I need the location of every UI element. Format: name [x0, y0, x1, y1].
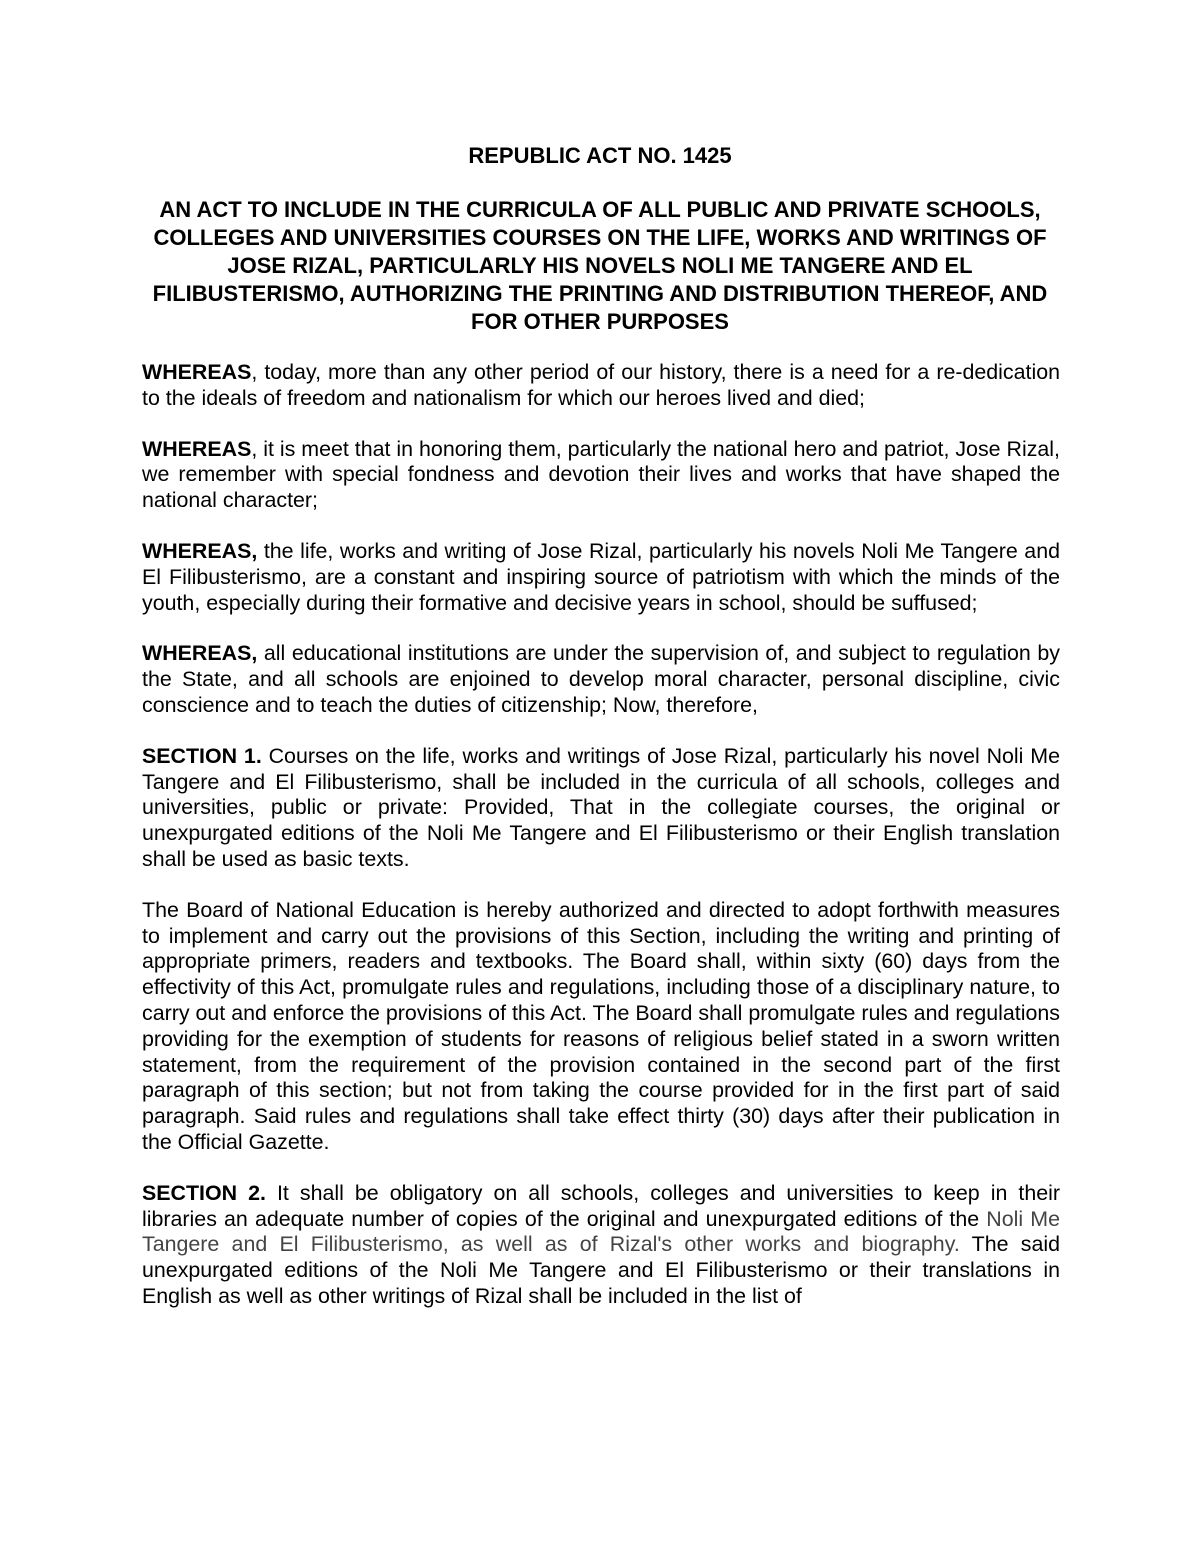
whereas-paragraph-1 — [142, 360, 1060, 412]
whereas-paragraph-2 — [142, 437, 1060, 514]
section-1-board-paragraph — [142, 898, 1060, 1156]
paragraph-lead: WHEREAS, — [142, 538, 258, 563]
whereas-paragraph-3 — [142, 539, 1060, 616]
paragraph-text: all educational institutions are under the supervision of, and subject to regulation by the State, and all schools are enjoined to develop moral character, personal discipline, civic conscience and to teach the duties of citizenship; Now, therefore, — [142, 641, 1060, 717]
paragraph-lead: WHEREAS, — [142, 641, 258, 666]
document-body — [142, 360, 1060, 1335]
paragraph-text: The Board of National Education is hereby authorized and directed to adopt forthwith measures to implement and carry out the provisions of this Section, including the writing and printing of appropriate primers, readers and textbooks. The Board shall, within sixty (60) days from the effectivity of this Act, promulgate rules and regulations, including those of a disciplinary nature, to carry out and enforce the provisions of this Act. The Board shall promulgate rules and regulations providing for the exemption of students for reasons of religious belief stated in a sworn written statement, from the requirement of the provision contained in the second part of the first paragraph of this section; but not from taking the course provided for in the first part of said paragraph. Said rules and regulations shall take effect thirty (30) days after their publication in the Official Gazette. — [142, 897, 1060, 1154]
act-title-heading: AN ACT TO INCLUDE IN THE CURRICULA OF ALL PUBLIC AND PRIVATE SCHOOLS, COLLEGES AND UNIVERSITIES COURSES ON THE LIFE, WORKS AND WRITINGS OF JOSE RIZAL, PARTICULARLY HIS NOVELS NOLI ME TANGERE AND EL FILIBUSTERISMO, AUTHORIZING THE PRINTING AND DISTRIBUTION THEREOF, AND FOR OTHER PURPOSES — [152, 197, 1048, 334]
whereas-paragraph-4 — [142, 641, 1060, 718]
paragraph-text: , today, more than any other period of our history, there is a need for a re-dedication to the ideals of freedom and nationalism for which our heroes lived and died; — [142, 360, 1060, 410]
paragraph-text-continued: The said unexpurgated editions of the Noli Me Tangere and El Filibusterismo or their translations in English as well as other writings of Rizal shall be included in the list of — [142, 1232, 1060, 1308]
paragraph-text: It shall be obligatory on all schools, colleges and universities to keep in their libraries an adequate number of copies of the original and unexpurgated editions of the — [142, 1180, 1060, 1231]
paragraph-lead: SECTION 1. — [142, 743, 262, 768]
section-1-paragraph — [142, 744, 1060, 873]
paragraph-lead: SECTION 2. — [142, 1180, 266, 1205]
paragraph-text: , it is meet that in honoring them, particularly the national hero and patriot, Jose Rizal, we remember with special fondness and devotion their lives and works that have shaped the national character; — [142, 436, 1060, 513]
paragraph-text-grey: Noli Me Tangere and El Filibusterismo, as well as of Rizal's other works and biography. — [142, 1206, 1060, 1257]
paragraph-text: the life, works and writing of Jose Rizal, particularly his novels Noli Me Tangere and El Filibusterismo, are a constant and inspiring source of patriotism with which the minds of the youth, especially during their formative and decisive years in school, should be suffused; — [142, 538, 1060, 615]
paragraph-lead: WHEREAS — [142, 436, 252, 461]
section-2-paragraph — [142, 1181, 1060, 1310]
act-number-heading: REPUBLIC ACT NO. 1425 — [468, 143, 732, 168]
paragraph-lead: WHEREAS — [142, 360, 252, 384]
paragraph-text: Courses on the life, works and writings of Jose Rizal, particularly his novel Noli Me Tangere and El Filibusterismo, shall be included in the curricula of all schools, colleges and universities, public or private: Provided, That in the collegiate courses, the original or unexpurgated editions of the Noli Me Tangere and El Filibusterismo or their English translation shall be used as basic texts. — [142, 743, 1060, 871]
